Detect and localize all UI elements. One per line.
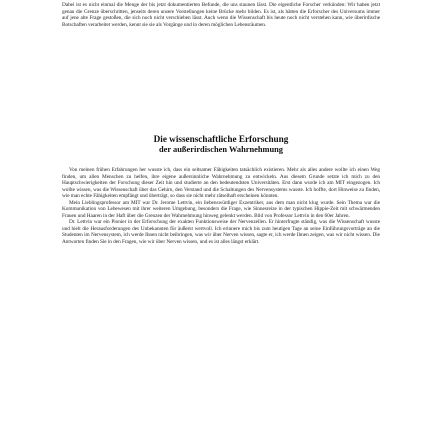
body-paragraph: Mein Lieblingsprofessor am MIT war Dr. Jerome Lettvin, ein liebenswürdiger Exzentriker, aus dem man nicht klug wurde. Sein Thema war die Kommunikation von Lebewesen mit ihrer weiteren Umgebung, besonders die Frage, wie Sinnesreize in der typischen Hippie-Zeit mit schwärmenden Frauen und Haaren in der Haft über die Grenzen der Wahrnehmung hinweg gelenkt werden. Bild von Professor Lettvin in den 60er Jahren. [62,199,380,219]
section-heading-line-2: der außerirdischen Wahrnehmung [159,145,283,154]
body-paragraph: Dr. Lettvin war ein Pionier in der Erforschung der exakten Funktionsweise der Nervenzellen. Er hinterfragte ständig, was die Wissenschaft wusste und hielt die Herausforderungen des Unbekannten für äußerst wertvoll. Ich erinnere mich bis zum heutigen Tage an seine Einführungsvorträge an die Studenten im Nervensystem, ich werde Ihnen nicht beibringen, was wir über Nerven wissen, sagte er, ich werde Ihnen zeigen, was wir nicht wissen. Die Antworten finden Sie in den Fragen, wie wir über Nerven wissen, und es ist alles längst erklärt. [62,219,380,246]
section-heading-line-1: Die wissenschaftliche Erforschung [153,134,289,144]
body-text-block [62,167,380,246]
body-paragraph: Von meinen frühen Erfahrungen her wusste ich, dass ein seltsamer Fähigkeiten tatsächlich existieren. Mehr als alles andere wollte ich einen Weg finden, um allen Menschen zu helfen, ihre eigene außersinnliche Wahrnehmung zu entwickeln. Aus diesem Grunde setzte ich mich zu den Hauptschwierigkeiten der Forschung dieser Zeit hin und studierte an den bedeutendsten Universitäten. Erst dann wurde ich am MIT eingezogen. Ich wollte wissen, was die Wissenschaft über das Gehirn, den Verstand und die Schaltungen des Nervensystems wusste. Ich hoffte, dort Hinweise zu finden, wie man echte Fähigkeiten empfängt und überträgt, so dass sie nicht mehr rätselhaft erscheinen könnten. [62,167,380,200]
section-heading [62,134,380,155]
intro-text-block [62,2,380,28]
intro-paragraph: Dabei ist es nicht einmal die Menge der bis jetzt dokumentierten Befunde, die uns staunen lässt. Die eigentliche Forscher verkünden: Wir haben jetzt genau die Grenze überschritten, jenseits deren unsere Vorstellungen keine Brücke mehr bilden. Es ist, als hätten die Erforscher des Universums immer auf jene alte Frage gestoßen, die sich noch nicht verschieben lässt. Auch wenn die Wissenschaft bis heute noch nicht verstehen kann, wie überirdische Botschaften verarbeitet werden, kennt sie sie als Vorgänge und in deren möglichen Lebensräumen. [62,2,380,28]
